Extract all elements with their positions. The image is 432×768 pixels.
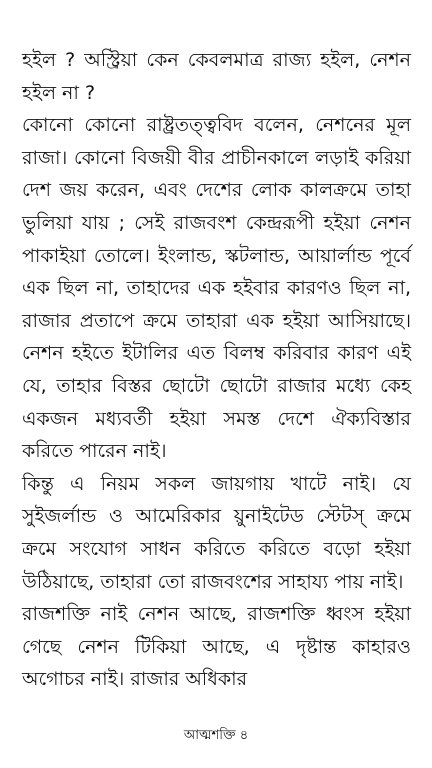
paragraph-continuation: হইল ? অস্ট্রিয়া কেন কেবলমাত্র রাজ্য হইল, নেশন হইল না ?	[22, 49, 411, 104]
page-footer: আত্মশক্তি ৪	[183, 728, 249, 743]
paragraph-nation-root-king: কোনো কোনো রাষ্ট্রতত্ত্ববিদ বলেন, নেশনের মূল রাজা। কোনো বিজয়ী বীর প্রাচীনকালে লড়াই করিয়া দেশ জয় করেন, এবং দেশের লোক কালক্রমে তাহা ভুলিয়া যায় ; সেই রাজবংশ কেন্দ্ররূপী হইয়া নেশন পাকাইয়া তোলে। ইংলান্ড, স্কটলান্ড, আয়ার্লান্ড পূর্বে এক ছিল না, তাহাদের এক হইবার কারণও ছিল না, রাজার প্রতাপে ক্রমে তাহারা এক হইয়া আসিয়াছে। নেশন হইতে ইটালির এত বিলম্ব করিবার কারণ এই যে, তাহার বিস্তর ছোটো ছোটো রাজার মধ্যে কেহ একজন মধ্যবর্তী হইয়া সমস্ত দেশে ঐক্যবিস্তার করিতে পারেন নাই।	[22, 114, 411, 463]
page-body-text	[22, 44, 411, 696]
paragraph-royal-power: রাজশক্তি নাই নেশন আছে, রাজশক্তি ধ্বংস হইয়া গেছে নেশন টিকিয়া আছে, এ দৃষ্টান্ত কাহারও অগোচর নাই। রাজার অধিকার	[22, 603, 411, 691]
paragraph-exceptions: কিন্তু এ নিয়ম সকল জায়গায় খাটে নাই। যে সুইজর্লান্ড ও আমেরিকার য়ুনাইটেড স্টেটস্ ক্রমে ক্রমে সংযোগ সাধন করিতে করিতে বড়ো হইয়া উঠিয়াছে, তাহারা তো রাজবংশের সাহায্য পায় নাই।	[22, 472, 411, 593]
